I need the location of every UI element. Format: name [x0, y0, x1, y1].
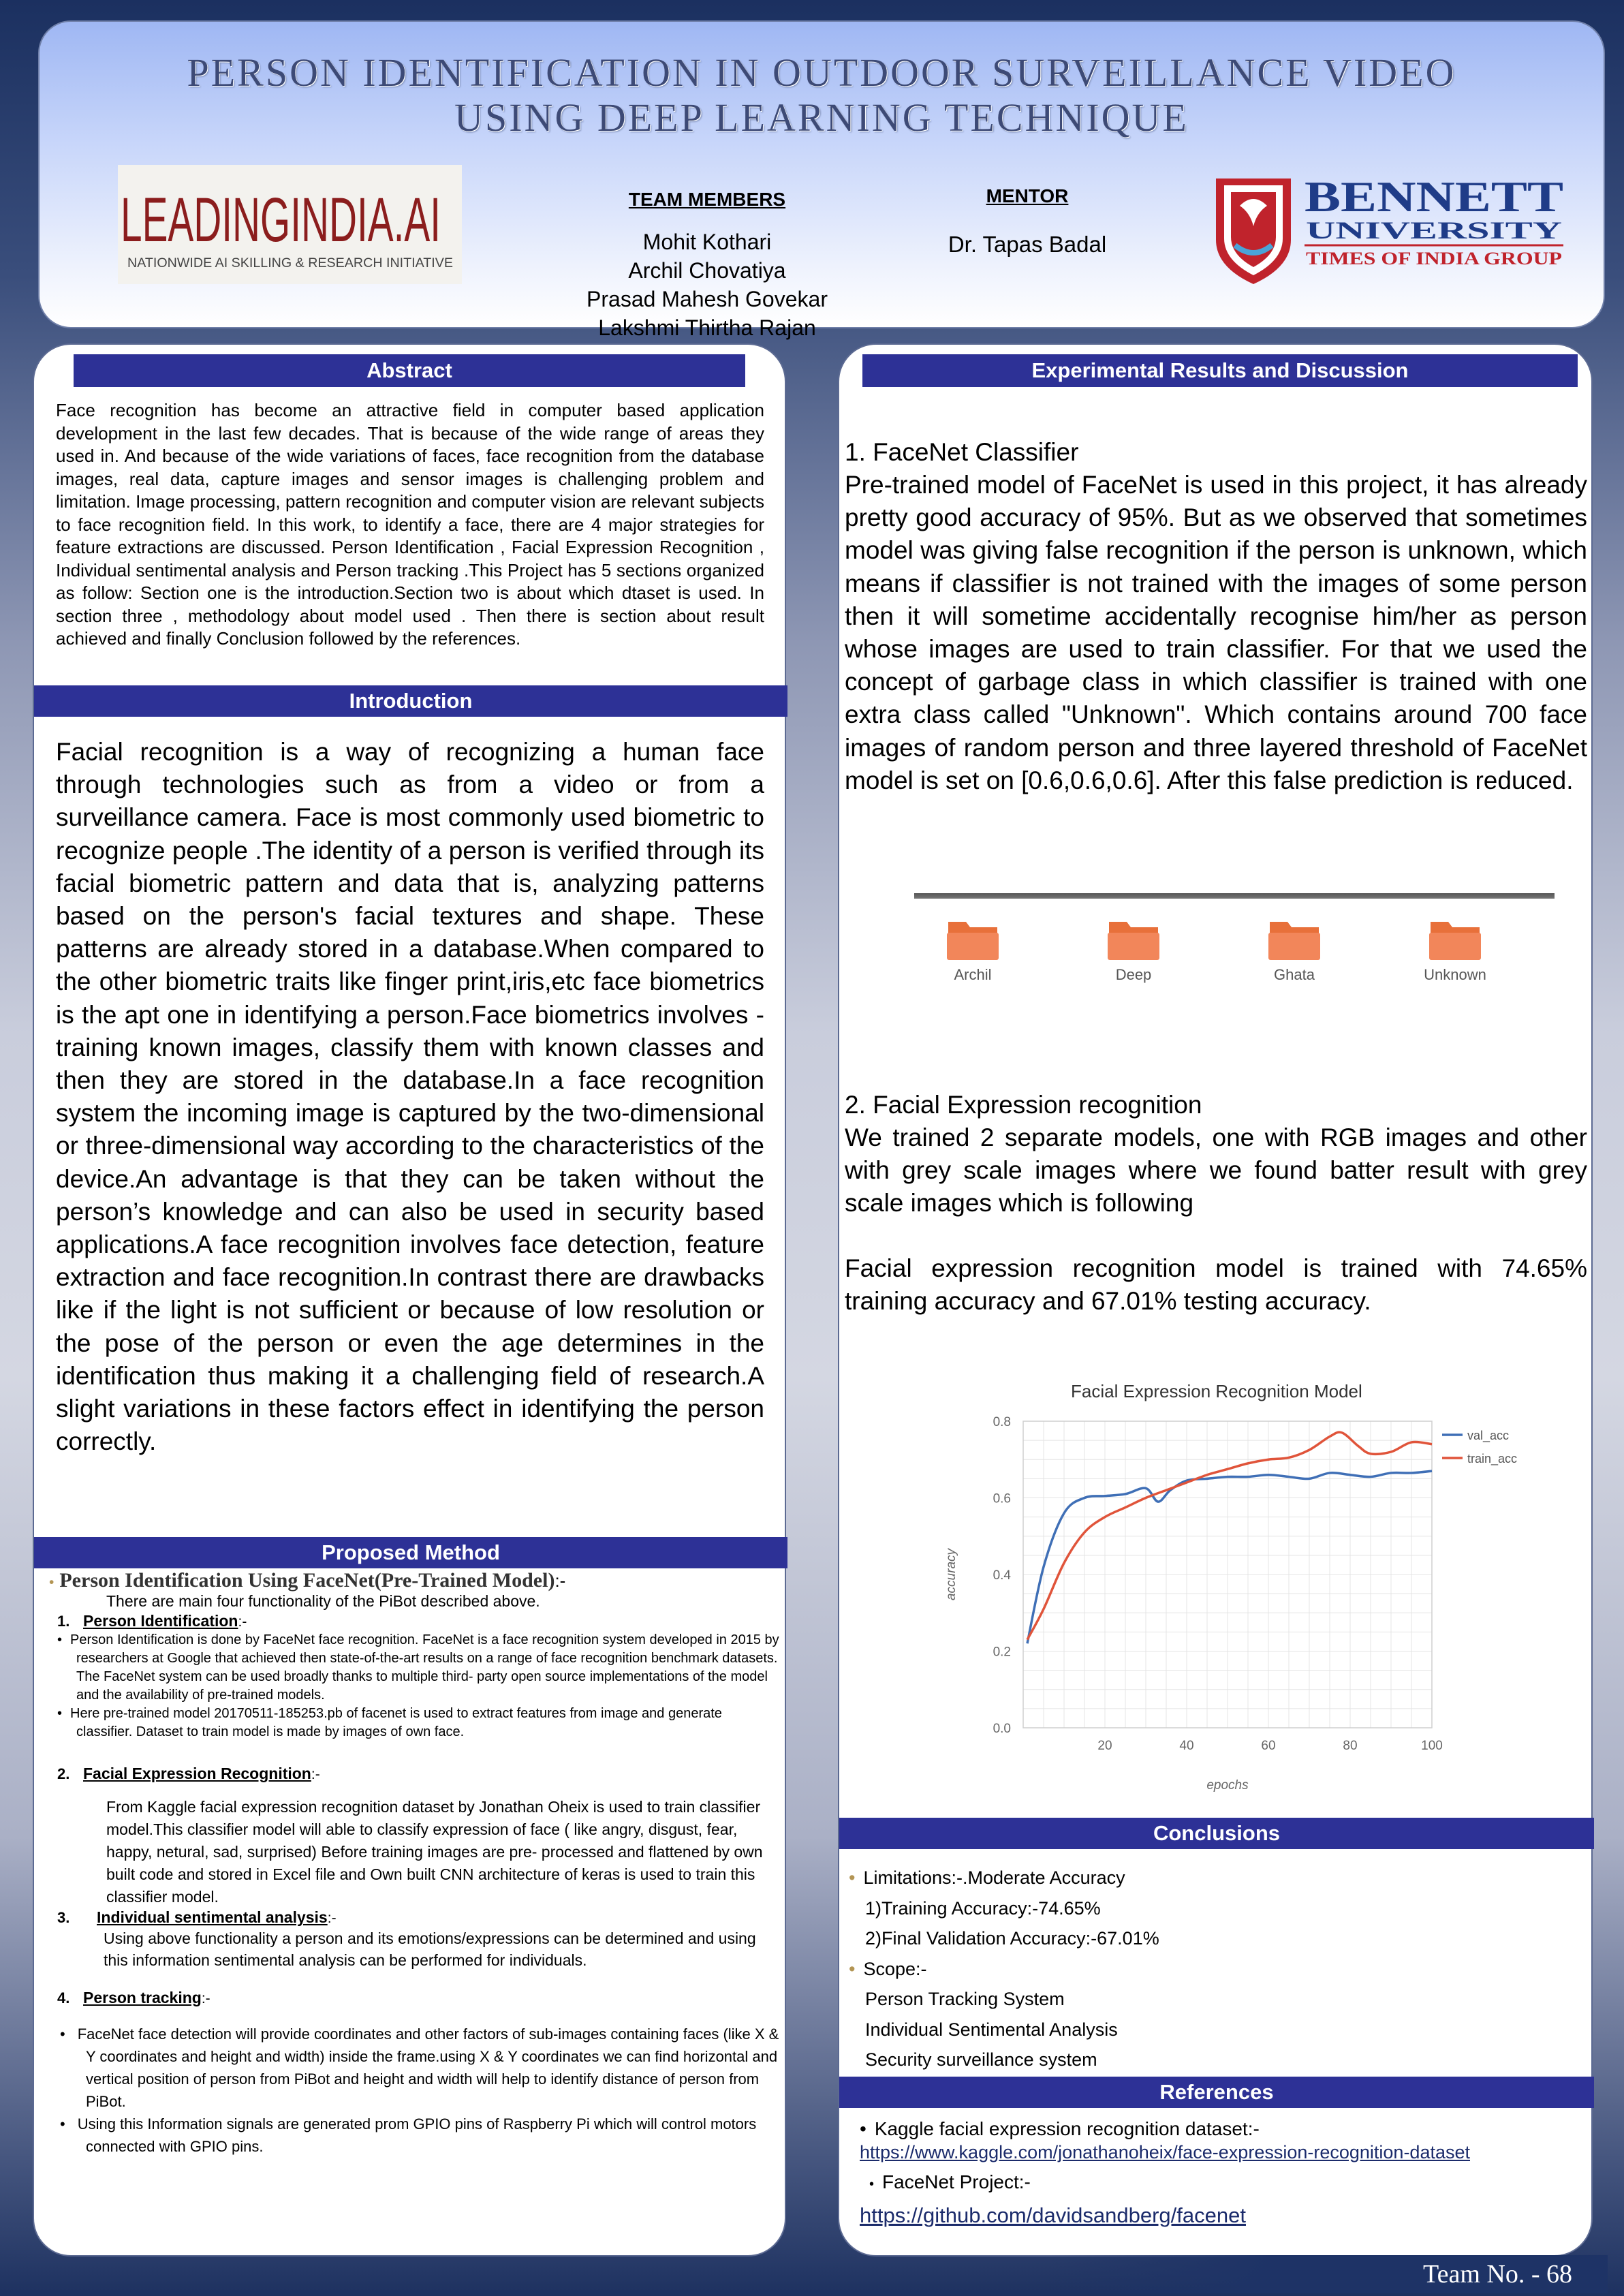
reference-link-kaggle[interactable]: https://www.kaggle.com/jonathanoheix/face-expression-recognition-dataset — [860, 2142, 1470, 2162]
introduction-heading: Introduction — [34, 685, 787, 717]
logo-right-line2: UNIVERSITY — [1306, 217, 1562, 244]
reference-item — [869, 2171, 1582, 2196]
section-suffix: :- — [327, 1910, 337, 1926]
folder-front — [947, 933, 999, 960]
y-tick-label: 0.2 — [993, 1645, 1011, 1660]
chart-title: Facial Expression Recognition Model — [1071, 1381, 1362, 1401]
list-item — [60, 2023, 779, 2113]
folders-svg — [894, 893, 1534, 995]
method-main-suffix: :- — [555, 1570, 566, 1591]
list-item-text: FaceNet face detection will provide coordinates and other factors of sub-images containing faces (like X & Y coordinates and height and width) inside the frame.using X & Y coordinates we can find horizontal and vertical position of person from PiBot and height and width will help to identify distance of person from PiBot. — [77, 2026, 779, 2110]
folder-icon — [1268, 922, 1320, 960]
conclusion-text: Person Tracking System — [865, 1989, 1065, 2009]
conclusion-text: 2)Final Validation Accuracy:-67.01% — [865, 1928, 1159, 1949]
folder-label: Deep — [1115, 966, 1152, 983]
bullet-icon: • — [49, 1574, 54, 1590]
list-item — [57, 1631, 779, 1705]
abstract-text: Face recognition has become an attractive field in computer based application development in the last few decades. That is because of the wide range of areas they used in. And because of the wide variations of faces, face recognition from the database images, real data, capture images and sensor images is challenging problem and limitation. Image processing, pattern recognition and computer vision are relevant subjects to face recognition field. In this work, to identify a face, there are 4 major strategies for feature extractions are discussed. Person Identification , Facial Expression Recognition , Individual sentimental analysis and Person tracking .This Project has 5 sections organized as follow: Section one is the introduction.Section two is about which dtaset is used. In section three , methodology about model used . Then there is section about result achieved and finally Conclusion followed by the references. — [56, 400, 764, 649]
accuracy-chart — [901, 1360, 1518, 1810]
reference-item — [860, 2117, 1582, 2141]
section-suffix: :- — [201, 1991, 210, 2006]
leadingindia-logo — [118, 165, 462, 284]
bullet-icon: • — [57, 1706, 63, 1721]
conclusion-item — [849, 1863, 1578, 1893]
y-tick-label: 0.6 — [993, 1491, 1011, 1506]
facial-expression-text: From Kaggle facial expression recognition dataset by Jonathan Oheix is used to train classifier model.This classifier model will able to classify expression of face ( like angry, disgust, fear, happy, netural, sad, surprised) Before training images are pre- processed and flattened by own built code and stored in Excel file and Own built CNN architecture of keras is used to train this classifier model. — [106, 1798, 763, 1906]
list-item-text: Using this Information signals are generated prom GPIO pins of Raspberry Pi which will control motors connected with GPIO pins. — [77, 2115, 757, 2155]
section-suffix: :- — [311, 1767, 320, 1782]
bullet-icon: • — [849, 1867, 856, 1888]
proposed-method-heading: Proposed Method — [34, 1537, 787, 1568]
x-tick-label: 20 — [1097, 1739, 1112, 1753]
references-list — [860, 2117, 1582, 2227]
team-member: Lakshmi Thirtha Rajan — [598, 315, 816, 340]
list-item — [60, 2113, 779, 2158]
section-title-person-identification: Person Identification — [83, 1612, 238, 1630]
left-column-panel — [33, 343, 786, 2256]
series-line-val_acc — [1027, 1471, 1432, 1643]
sentimental-analysis-text: Using above functionality a person and its emotions/expressions can be determined and using this information sentimental analysis can be performed for individuals. — [104, 1929, 756, 1969]
method-main-desc: There are main four functionality of the PiBot described above. — [106, 1592, 540, 1610]
logo-left-main: LEADINGINDIA.AI — [121, 185, 441, 255]
bennett-university-logo — [1209, 165, 1570, 288]
bullet-icon: • — [60, 2026, 65, 2043]
x-axis-label: epochs — [1206, 1778, 1249, 1793]
team-number: Team No. - 68 — [1049, 2255, 1608, 2293]
legend-label: train_acc — [1467, 1452, 1518, 1465]
x-tick-label: 100 — [1421, 1739, 1443, 1753]
poster-header — [38, 20, 1605, 340]
reference-link-facenet[interactable]: https://github.com/davidsandberg/facenet — [860, 2203, 1246, 2227]
facial-expression-title: 2. Facial Expression recognition — [845, 1091, 1202, 1119]
conclusions-heading: Conclusions — [839, 1818, 1594, 1849]
x-tick-label: 60 — [1261, 1739, 1276, 1753]
x-tick-label: 80 — [1343, 1739, 1358, 1753]
poster-title — [40, 50, 1604, 140]
dataset-folders-figure — [894, 893, 1534, 995]
folder-icon — [1429, 922, 1481, 960]
right-column-panel — [838, 343, 1593, 2256]
section-title-person-tracking: Person tracking — [83, 1989, 202, 2006]
mentor-heading: MENTOR — [986, 185, 1069, 206]
team-members-block — [516, 185, 898, 342]
conclusion-item — [865, 1893, 1578, 1924]
facenet-classifier-text: Pre-trained model of FaceNet is used in this project, it has already pretty good accuracy of 95%. But as we observed that sometimes model was giving false recognition if the person is unknown, which means if classifier is not trained with the images of some person then it will sometime accidentally recognise him/her as person whose images are used to train classifier. For that we used the concept of garbage class in which classifier is trained with one extra class called "Unknown". Which contains around 700 face images of random person and three layered threshold of FaceNet model is set on [0.6,0.6,0.6]. After this false prediction is reduced. — [845, 471, 1587, 794]
y-tick-label: 0.4 — [993, 1568, 1011, 1583]
conclusions-list — [849, 1863, 1578, 2075]
facial-expression-results-text: We trained 2 separate models, one with RGB images and other with grey scale images where we found batter result with grey scale images which is following — [845, 1123, 1587, 1217]
facial-expression-accuracy-text: Facial expression recognition model is trained with 74.65% training accuracy and 67.01% testing accuracy. — [845, 1254, 1587, 1316]
bullet-icon: • — [860, 2118, 866, 2139]
team-member: Prasad Mahesh Govekar — [587, 287, 828, 311]
section-title-sentimental-analysis: Individual sentimental analysis — [97, 1908, 328, 1926]
section-number: 2. — [57, 1765, 70, 1782]
mentor-block — [891, 185, 1164, 258]
title-line-2: USING DEEP LEARNING TECHNIQUE — [454, 95, 1189, 140]
y-tick-label: 0.0 — [993, 1722, 1011, 1736]
method-main-item: Person Identification Using FaceNet(Pre-Trained Model) — [59, 1569, 555, 1592]
proposed-method-body — [44, 1571, 779, 2158]
team-members-heading: TEAM MEMBERS — [628, 189, 786, 210]
logo-right-line1: BENNETT — [1305, 172, 1563, 221]
abstract-heading: Abstract — [74, 354, 745, 387]
conclusion-text: Individual Sentimental Analysis — [865, 2019, 1118, 2040]
conclusion-text: Scope:- — [863, 1958, 927, 1979]
bullet-icon: • — [60, 2115, 65, 2132]
conclusion-item — [865, 2015, 1578, 2045]
list-item-text: Person Identification is done by FaceNet face recognition. FaceNet is a face recognition system developed in 2015 by researchers at Google that achieved then state-of-the-art results on a range of face recognition benchmark datasets. The FaceNet system can be used broadly thanks to multiple third- party open source implementations of the model and the availability of pre-trained models. — [70, 1632, 779, 1703]
section-suffix: :- — [238, 1614, 247, 1630]
folder-label: Ghata — [1274, 966, 1315, 983]
section-title-facial-expression: Facial Expression Recognition — [83, 1765, 311, 1782]
y-tick-label: 0.8 — [993, 1415, 1011, 1429]
list-item-text: Here pre-trained model 20170511-185253.pb of facenet is used to extract features from image and generate classifier. Dataset to train model is made by images of own face. — [70, 1706, 722, 1739]
list-item — [57, 1705, 779, 1741]
conclusion-item — [865, 1923, 1578, 1954]
accuracy-chart-svg — [901, 1360, 1518, 1810]
folder-front — [1268, 933, 1320, 960]
facenet-classifier-title: 1. FaceNet Classifier — [845, 438, 1079, 466]
references-heading: References — [839, 2077, 1594, 2108]
reference-label: FaceNet Project:- — [882, 2171, 1031, 2192]
title-line-1: PERSON IDENTIFICATION IN OUTDOOR SURVEILLANCE VIDEO — [187, 50, 1456, 95]
folder-icon — [1108, 922, 1159, 960]
conclusion-item — [865, 2045, 1578, 2075]
reference-label: Kaggle facial expression recognition dataset:- — [874, 2118, 1260, 2139]
folder-front — [1429, 933, 1481, 960]
team-member: Archil Chovatiya — [628, 258, 786, 283]
folder-front — [1108, 933, 1159, 960]
introduction-text: Facial recognition is a way of recognizing a human face through technologies such as from a video or from a surveillance camera. Face is most commonly used biometric to recognize people .The identity of a person is verified through its facial biometric pattern and data that is, analyzing patterns based on the person's facial textures and shape. These patterns are already stored in a database.When compared to the other biometric traits like finger print,iris,etc face biometrics is the apt one in identifying a person.Face biometrics involves - training known images, classify them with known classes and then they are stored in the database.In a face recognition system the incoming image is captured by the two-dimensional or three-dimensional way according to the characteristics of the device.An advantage is that they can be taken without the person’s knowledge and can also be used in security based applications.A face recognition involves face detection, feature extraction and face recognition.In contrast there are drawbacks like if the light is not sufficient or because of low resolution or the pose of the person or even the age determines in the identification thus making it a challenging field of research.A slight variations in these factors effect in identifying the person correctly. — [56, 738, 764, 1456]
y-axis-label: accuracy — [944, 1548, 958, 1601]
bullet-icon: • — [869, 2177, 875, 2192]
folder-label: Unknown — [1424, 966, 1486, 983]
logo-left-tagline: NATIONWIDE AI SKILLING & RESEARCH INITIATIVE — [127, 256, 453, 270]
folder-label: Archil — [954, 966, 992, 983]
folder-icon — [947, 922, 999, 960]
team-member: Mohit Kothari — [642, 230, 772, 254]
conclusion-text: Limitations:-.Moderate Accuracy — [863, 1867, 1125, 1888]
legend-label: val_acc — [1467, 1429, 1510, 1442]
x-tick-label: 40 — [1179, 1739, 1194, 1753]
section-number: 1. — [57, 1613, 70, 1630]
bullet-icon: • — [57, 1632, 63, 1647]
conclusion-item — [849, 1954, 1578, 1985]
divider — [914, 893, 1555, 899]
conclusion-text: 1)Training Accuracy:-74.65% — [865, 1897, 1101, 1919]
section-number: 3. — [57, 1909, 70, 1926]
bullet-icon: • — [849, 1958, 856, 1979]
conclusion-item — [865, 1984, 1578, 2015]
section-number: 4. — [57, 1989, 70, 2006]
logo-right-line3: TIMES OF INDIA GROUP — [1306, 249, 1563, 268]
results-heading: Experimental Results and Discussion — [862, 354, 1578, 387]
mentor-name: Dr. Tapas Badal — [948, 232, 1107, 257]
conclusion-text: Security surveillance system — [865, 2049, 1097, 2070]
